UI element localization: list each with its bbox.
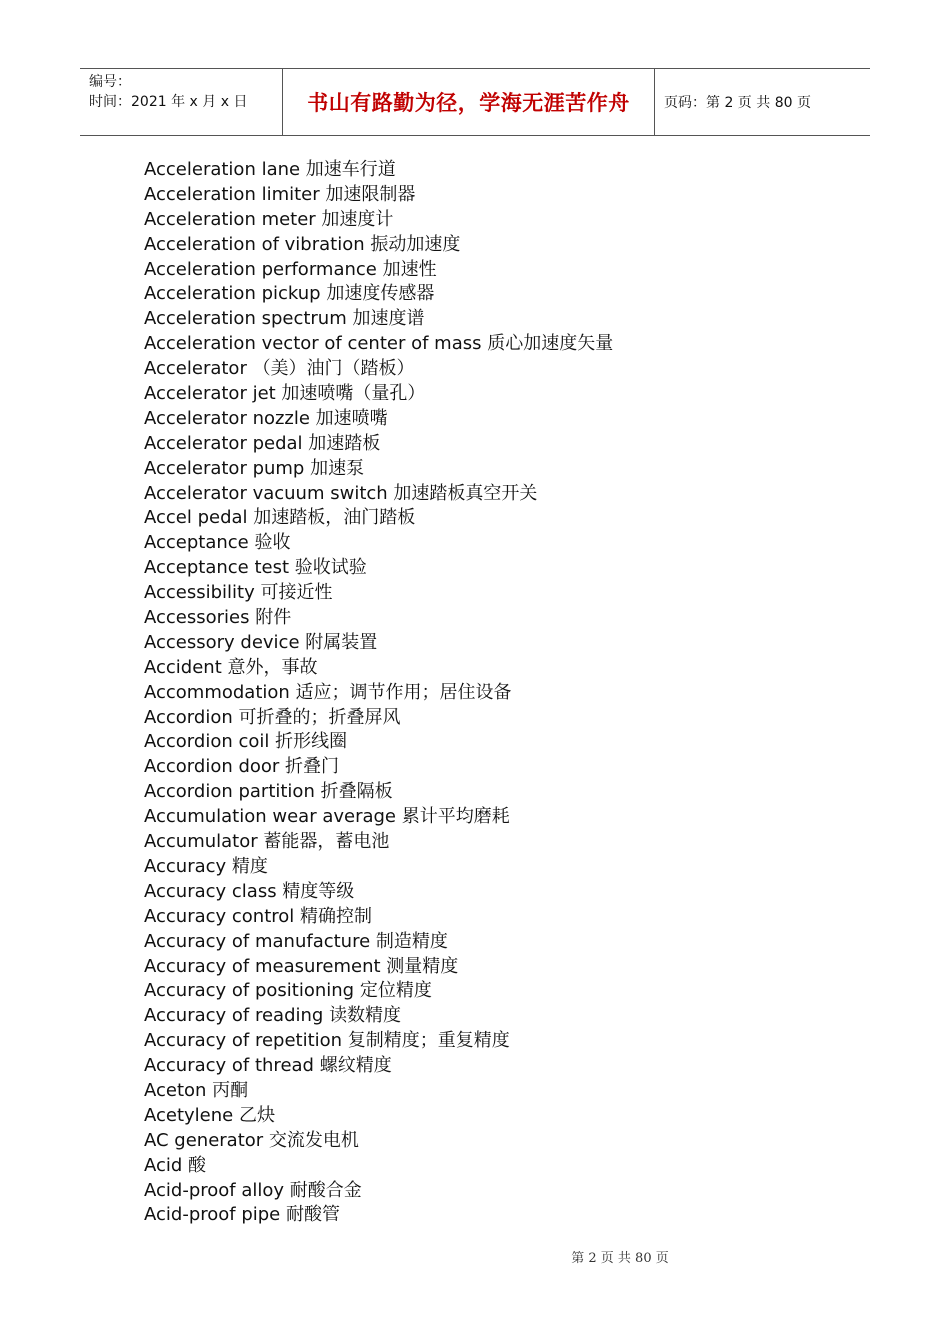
- page-footer: 第 2 页 共 80 页: [571, 1251, 669, 1266]
- glossary-entry: Accuracy of manufacture 制造精度: [144, 930, 448, 952]
- glossary-entry: Acceleration performance 加速性: [144, 258, 437, 280]
- glossary-entry: Accuracy of positioning 定位精度: [144, 980, 432, 1002]
- glossary-entry: Acid-proof alloy 耐酸合金: [144, 1179, 362, 1201]
- glossary-entry: Acceleration spectrum 加速度谱: [144, 308, 425, 330]
- glossary-entry: Accessories 附件: [144, 607, 292, 629]
- glossary-entry: Accelerator （美）油门（踏板）: [144, 358, 415, 380]
- glossary-entry: Accumulation wear average 累计平均磨耗: [144, 806, 510, 828]
- glossary-entry: Acceptance 验收: [144, 532, 291, 554]
- glossary-entry: Accumulator 蓄能器，蓄电池: [144, 831, 390, 853]
- document-number-label: 编号：: [89, 74, 131, 90]
- header-motto: 书山有路勤为径，学海无涯苦作舟: [307, 91, 630, 115]
- glossary-entry: Accuracy of reading 读数精度: [144, 1005, 402, 1027]
- glossary-entry: Accuracy of measurement 测量精度: [144, 955, 459, 977]
- glossary-entry: Accuracy 精度: [144, 855, 268, 877]
- glossary-entry: Accuracy control 精确控制: [144, 905, 373, 927]
- glossary-entry: Acid-proof pipe 耐酸管: [144, 1204, 340, 1226]
- glossary-entry: Acceleration vector of center of mass 质心加速度矢量: [144, 333, 614, 355]
- glossary-entry: Accident 意外，事故: [144, 656, 318, 678]
- document-date: 时间：2021 年 x 月 x 日: [89, 94, 248, 110]
- glossary-entry: Accessory device 附属装置: [144, 631, 378, 653]
- glossary-entry: Accommodation 适应；调节作用；居住设备: [144, 681, 512, 703]
- glossary-entry: Accuracy class 精度等级: [144, 880, 355, 902]
- glossary-entry: Accelerator vacuum switch 加速踏板真空开关: [144, 482, 538, 504]
- glossary-entry: Aceton 丙酮: [144, 1079, 249, 1101]
- glossary-entry: Acid 酸: [144, 1154, 207, 1176]
- glossary-entry: Accelerator pump 加速泵: [144, 457, 365, 479]
- glossary-entry: Accordion 可折叠的；折叠屏风: [144, 706, 401, 728]
- glossary-entry: Accelerator jet 加速喷嘴（量孔）: [144, 383, 426, 405]
- glossary-entry: Acceleration limiter 加速限制器: [144, 183, 416, 205]
- glossary-entry: Accelerator pedal 加速踏板: [144, 432, 381, 454]
- glossary-entry: Accordion partition 折叠隔板: [144, 781, 393, 803]
- glossary-entry: Accessibility 可接近性: [144, 582, 333, 604]
- glossary-entry: Acceptance test 验收试验: [144, 557, 367, 579]
- glossary-entry: Accel pedal 加速踏板，油门踏板: [144, 507, 416, 529]
- glossary-entry: Accuracy of repetition 复制精度；重复精度: [144, 1030, 510, 1052]
- header-meta: [80, 69, 282, 135]
- page-header: [80, 68, 870, 136]
- glossary-entry: AC generator 交流发电机: [144, 1129, 359, 1151]
- glossary-entry: Acceleration pickup 加速度传感器: [144, 283, 435, 305]
- glossary-entry: Accuracy of thread 螺纹精度: [144, 1055, 392, 1077]
- glossary-entry: Acceleration lane 加速车行道: [144, 159, 396, 180]
- glossary-entry: Accordion coil 折形线圈: [144, 731, 348, 753]
- header-motto-cell: [282, 69, 655, 135]
- glossary-entry: Acceleration meter 加速度计: [144, 208, 394, 230]
- glossary-list: [144, 158, 613, 1228]
- glossary-entry: Acceleration of vibration 振动加速度: [144, 233, 461, 255]
- glossary-entry: Acetylene 乙炔: [144, 1104, 275, 1126]
- glossary-entry: Accelerator nozzle 加速喷嘴: [144, 407, 388, 429]
- glossary-entry: Accordion door 折叠门: [144, 756, 340, 778]
- header-page-info: 页码：第 2 页 共 80 页: [664, 95, 811, 111]
